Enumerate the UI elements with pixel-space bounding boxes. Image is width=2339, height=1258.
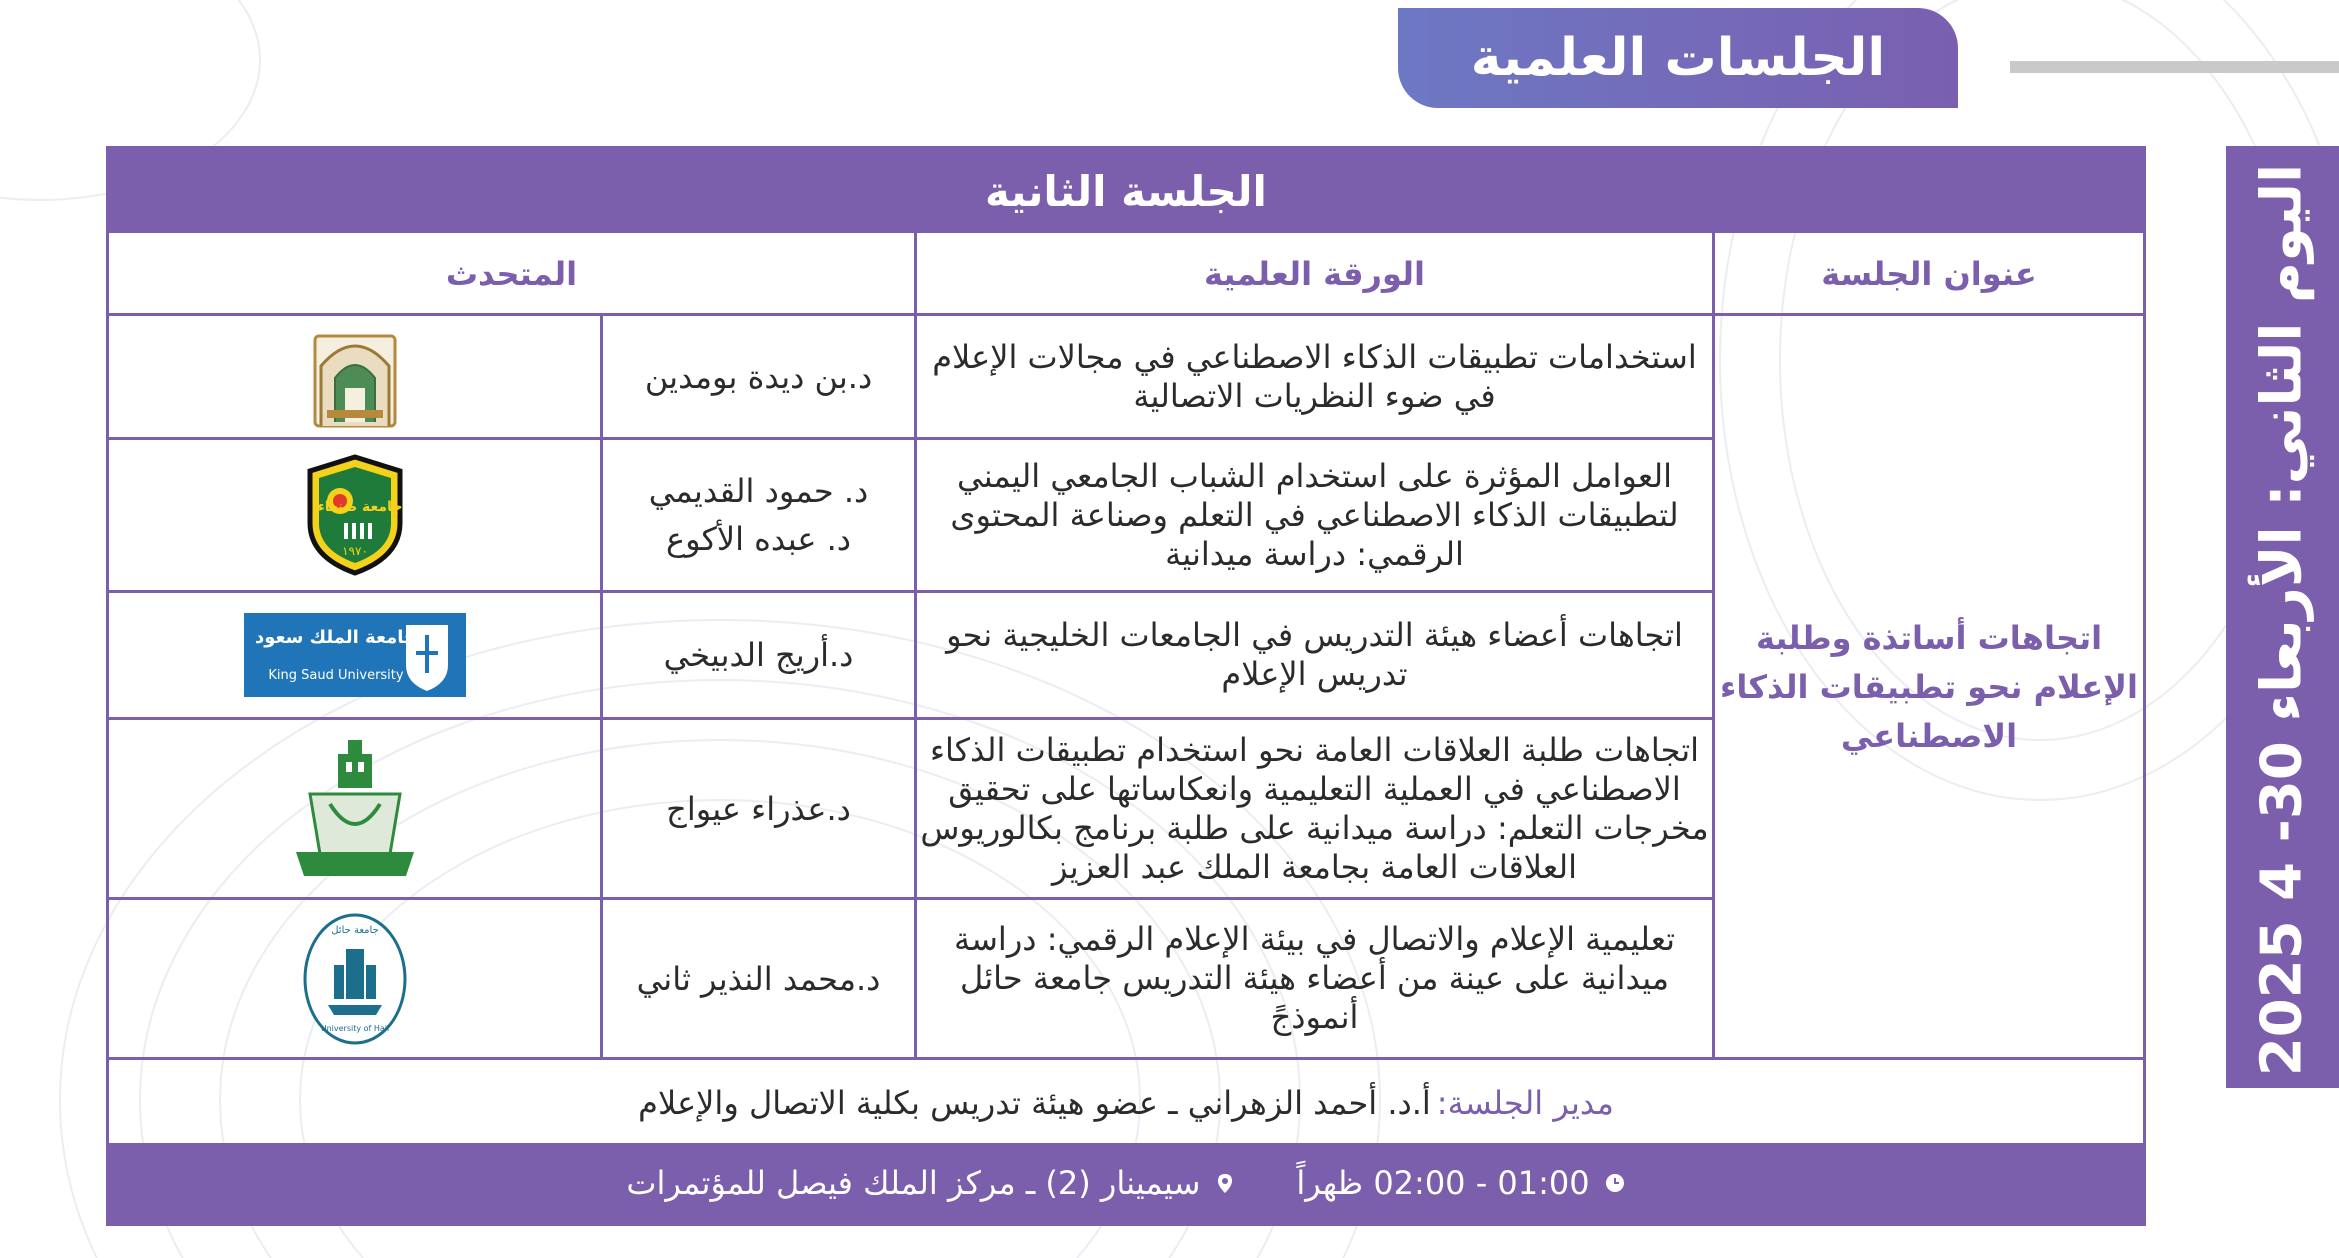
header-divider [2010,61,2339,73]
session-location [626,1164,1236,1202]
session-footer [109,1143,2143,1223]
session-moderator [109,1061,2143,1144]
king-saud-university-logo [109,593,600,717]
session-table [106,146,2146,1226]
logo-text: University of Hail [320,1023,389,1033]
logo-year: ١٩٧٠ [341,544,368,558]
speaker-name: د. عبده الأكوع [665,520,852,558]
speaker-name: د.محمد النذير ثاني [636,959,881,998]
paper-title: العوامل المؤثرة على استخدام الشباب الجامعي اليمني لتطبيقات الذكاء الاصطناعي في التعلم وصناعة المحتوى الرقمي: دراسة ميدانية [950,456,1679,573]
moderator-name: أ.د. أحمد الزهراني ـ عضو هيئة تدريس بكلية الاتصال والإعلام [638,1083,1431,1122]
speaker-name: د.أريج الدبيخي [663,636,854,674]
paper-title: اتجاهات طلبة العلاقات العامة نحو استخدام تطبيقات الذكاء الاصطناعي في العملية التعليمية وانعكاساتها على تحقيق مخرجات التعلم: دراسة ميدانية على طلبة برنامج بكالوريوس العلاقات العامة بجامعة الملك عبد العزيز [920,730,1709,886]
speaker-cell [603,440,914,590]
day-label: اليوم الثاني: الأربعاء 30- 4 2025 [2249,163,2315,1077]
paper-title: تعليمية الإعلام والاتصال في بيئة الإعلام الرقمي: دراسة ميدانية على عينة من أعضاء هيئة التدريس جامعة حائل أنموذجً [953,920,1676,1036]
session-title: الجلسة الثانية [109,149,2143,233]
section-title: الجلسات العلمية [1470,28,1886,88]
logo-text: جامعة صنعاء [317,499,402,515]
speaker-cell [603,720,914,897]
speaker-name: د. حمود القديمي [648,472,869,510]
column-header-topic: عنوان الجلسة [1821,255,2037,293]
column-header-paper: الورقة العلمية [1204,255,1425,293]
speaker-cell [603,316,914,437]
emir-abdelkader-university-logo [109,316,600,437]
session-location-text: سيمينار (2) ـ مركز الملك فيصل للمؤتمرات [626,1164,1201,1202]
sanaa-university-logo [109,440,600,590]
university-of-hail-logo [109,900,600,1057]
logo-text: جامعة حائل [330,924,379,936]
session-topic: اتجاهات أساتذة وطلبة الإعلام نحو تطبيقات الذكاء الاصطناعي [1720,618,2138,755]
speaker-cell [603,593,914,717]
column-header-speaker: المتحدث [445,255,578,293]
speaker-name: د.بن ديدة بومدين [644,357,873,396]
speaker-name: د.عذراء عيواج [666,789,851,828]
logo-text: جامعة الملك سعود [254,627,417,648]
moderator-label: مدير الجلسة: [1436,1083,1614,1122]
paper-title: اتجاهات أعضاء هيئة التدريس في الجامعات الخليجية نحو تدريس الإعلام [946,616,1683,693]
logo-text: King Saud University [267,668,404,683]
paper-title: استخدامات تطبيقات الذكاء الاصطناعي في مجالات الإعلام في ضوء النظريات الاتصالية [932,337,1697,415]
session-time [1296,1164,1625,1202]
clock-icon [1604,1172,1626,1194]
session-time-text: 01:00 - 02:00 ظهراً [1296,1164,1590,1202]
location-pin-icon [1214,1172,1236,1194]
section-header [1398,8,1958,108]
speaker-cell [603,900,914,1057]
king-abdulaziz-university-logo [109,720,600,897]
